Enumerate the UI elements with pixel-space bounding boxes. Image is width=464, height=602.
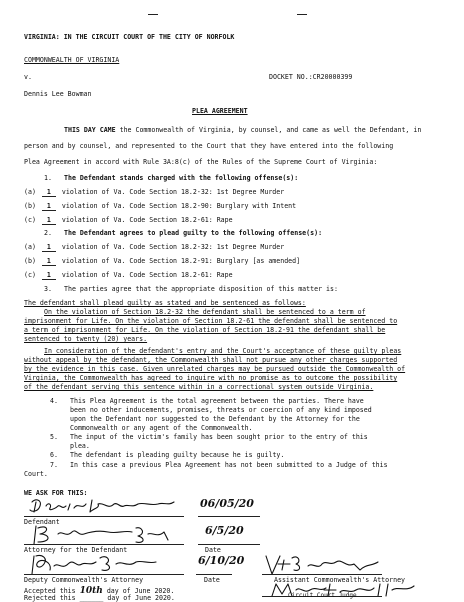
assistant-signature-line	[262, 574, 382, 575]
attorney-label: Attorney for the Defendant	[24, 546, 128, 554]
attorney-signature-line	[24, 544, 184, 545]
commonwealth-line: COMMONWEALTH OF VIRGINIA	[24, 56, 120, 64]
disposition-line: sentenced to twenty (20) years.	[24, 335, 148, 343]
section-4-line: Commonwealth or any agent of the Commonwealth.	[70, 424, 253, 432]
charge-row: (c) 1 violation of Va. Code Section 18.2-61: Rape	[24, 216, 233, 224]
intro-line-2: person and by counsel, and represented to the Court that they have entered into the following	[24, 142, 394, 150]
rejected-line: Rejected this ______ day of June 2020.	[24, 594, 175, 602]
defendant-date-line	[198, 516, 260, 517]
section-6-line: The defendant is pleading guilty because he is guilty.	[70, 451, 285, 459]
accepted-line: Accepted this 10th day of June 2020.	[24, 586, 175, 596]
defendant-name: Dennis Lee Bowman	[24, 90, 92, 98]
disposition-line: The defendant shall plead guilty as stated and be sentenced as follows:	[24, 299, 306, 307]
disposition-line: a term of imprisonment for Life. On the violation of Section 18.2-91 the defendant shall be	[24, 326, 386, 334]
section-5-number: 5.	[50, 433, 58, 441]
section-3-number: 3.	[44, 285, 52, 293]
deputy-date-handwritten: 6/10/20	[198, 554, 245, 567]
section-6-number: 6.	[50, 451, 58, 459]
intro-line-1: THIS DAY CAME the Commonwealth of Virginia, by counsel, and came as well the Defendant, in	[64, 126, 422, 134]
deputy-date-label: Date	[204, 576, 220, 584]
charge-row: (b) 1 violation of Va. Code Section 18.2-90: Burglary with Intent	[24, 202, 297, 210]
section-1-number: 1.	[44, 174, 52, 182]
plea-row: (c) 1 violation of Va. Code Section 18.2-61: Rape	[24, 271, 233, 279]
attorney-date-handwritten: 6/5/20	[205, 524, 244, 537]
section-5-line: plea.	[70, 442, 90, 450]
section-4-line: This Plea Agreement is the total agreement between the parties. There have	[70, 397, 364, 405]
section-7-number: 7.	[50, 461, 58, 469]
plea-row: (b) 1 violation of Va. Code Section 18.2-91: Burglary [as amended]	[24, 257, 301, 265]
we-ask-label: WE ASK FOR THIS:	[24, 489, 88, 497]
deputy-date-line	[196, 574, 232, 575]
deputy-signature-line	[24, 574, 184, 575]
disposition-line: On the violation of Section 18.2-32 the defendant shall be sentenced to a term of	[44, 308, 366, 316]
court-tail: Court.	[24, 470, 48, 478]
plea-row: (a) 1 violation of Va. Code Section 18.2-32: 1st Degree Murder	[24, 243, 285, 251]
section-5-line: The input of the victim's family has been sought prior to the entry of this	[70, 433, 368, 441]
judge-label: Circuit Court Judge	[288, 592, 357, 599]
disposition-line: Virginia, the Commonwealth has agreed to inquire with no promise as to outcome the possibility	[24, 374, 398, 382]
charge-row: (a) 1 violation of Va. Code Section 18.2-32: 1st Degree Murder	[24, 188, 285, 196]
section-1-heading: The Defendant stands charged with the following offense(s):	[64, 174, 299, 182]
intro-line-3: Plea Agreement in accord with Rule 3A:8(c) of the Rules of the Supreme Court of Virginia:	[24, 158, 378, 166]
defendant-date-handwritten: 06/05/20	[200, 497, 254, 510]
page-mark-right	[297, 14, 307, 15]
defendant-signature-line	[24, 516, 184, 517]
disposition-line: by the evidence in this case. Given unrelated charges may be pursued outside the Commonwealth of	[24, 365, 406, 373]
defendant-label: Defendant	[24, 518, 60, 526]
section-2-number: 2.	[44, 229, 52, 237]
defendant-signature	[28, 496, 178, 518]
attorney-date-label: Date	[205, 546, 221, 554]
versus: v.	[24, 73, 32, 81]
deputy-label: Deputy Commonwealth's Attorney	[24, 576, 144, 584]
disposition-line: In consideration of the defendant's entry and the Court's acceptance of these guilty pleas	[44, 347, 402, 355]
disposition-line: without appeal by the defendant, the Commonwealth shall not pursue any other charges supported	[24, 356, 398, 364]
court-heading: VIRGINIA: IN THE CIRCUIT COURT OF THE CITY OF NORFOLK	[24, 33, 235, 41]
docket-number: DOCKET NO.:CR20000399	[269, 73, 353, 81]
attorney-date-line	[198, 544, 260, 545]
disposition-line: imprisonment for Life. On the violation of Section 18.2-61 the defendant shall be sentenced to	[24, 317, 398, 325]
section-4-line: been no other inducements, promises, threats or coercion of any kind imposed	[70, 406, 372, 414]
section-2-heading: The Defendant agrees to plead guilty to the following offense(s):	[64, 229, 323, 237]
page-mark-left	[148, 14, 158, 15]
section-4-number: 4.	[50, 397, 58, 405]
section-3-heading: The parties agree that the appropriate disposition of this matter is:	[64, 285, 338, 293]
assistant-label: Assistant Commonwealth's Attorney	[274, 576, 406, 584]
section-4-line: upon the Defendant nor suggested to the Defendant by the Attorney for the	[70, 415, 360, 423]
document-title: PLEA AGREEMENT	[192, 107, 248, 115]
disposition-line: of the defendant serving this sentence within in a correctional system outside Virginia.	[24, 383, 374, 391]
section-7-line: In this case a previous Plea Agreement has not been submitted to a Judge of this	[70, 461, 388, 469]
